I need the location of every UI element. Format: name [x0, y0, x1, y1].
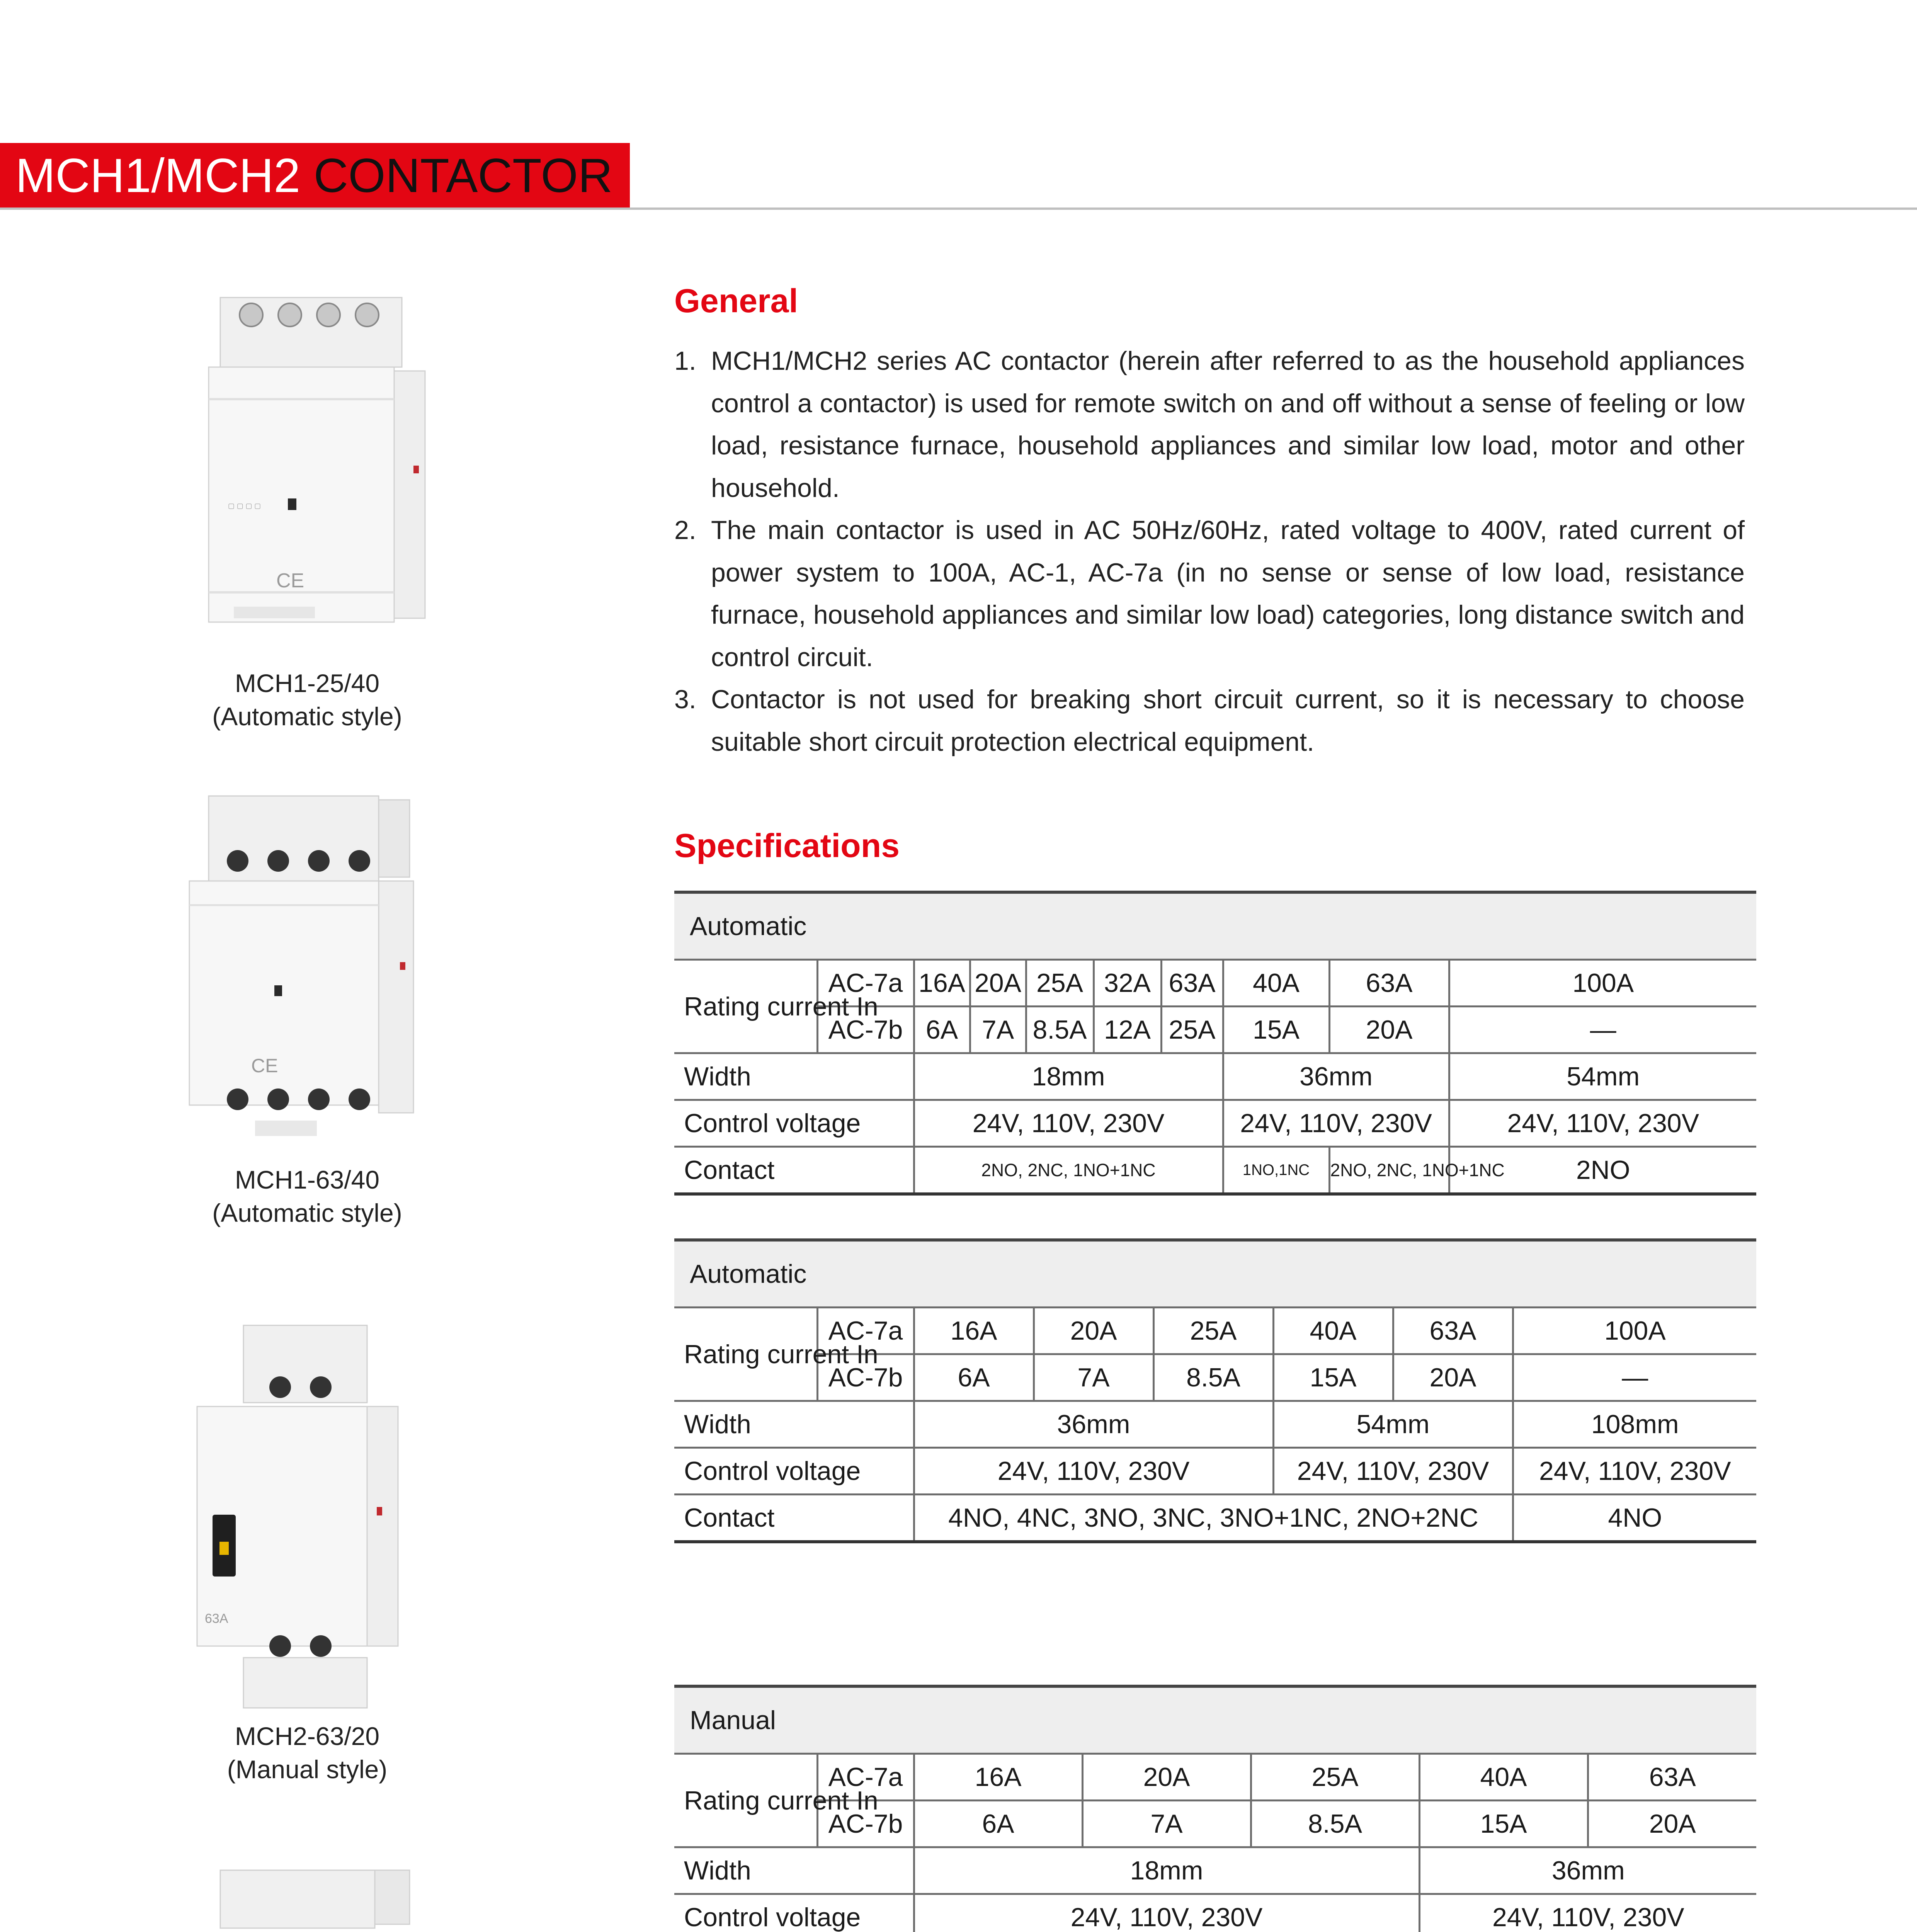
general-item-2	[674, 509, 1745, 679]
table-cell: 6A	[914, 1801, 1082, 1847]
ce-mark-2: CE	[251, 1055, 278, 1077]
table-cell: 15A	[1419, 1801, 1588, 1847]
table-cell: —	[1449, 1007, 1756, 1053]
table-cell: 63A	[1588, 1754, 1756, 1801]
table-cell: 20A	[1393, 1354, 1513, 1401]
table-cell: 4NO, 4NC, 3NO, 3NC, 3NO+1NC, 2NO+2NC	[914, 1495, 1513, 1542]
product-style-2: (Automatic style)	[212, 1199, 402, 1227]
table-cell: 40A	[1419, 1754, 1588, 1801]
product-image-mch2-63-40	[162, 1855, 452, 1932]
spec-table-manual-1	[674, 1685, 1756, 1932]
product-image-mch1-63-40	[162, 796, 452, 1159]
title-part1: MCH1/MCH2	[15, 149, 314, 202]
table-title: Automatic	[674, 892, 1756, 960]
table-title: Manual	[674, 1686, 1756, 1754]
general-item-number: 3.	[674, 685, 696, 714]
general-list	[674, 340, 1745, 763]
table-cell: 63A	[1393, 1308, 1513, 1354]
width-label: Width	[674, 1847, 914, 1894]
contactor-illustration	[162, 1314, 452, 1719]
table-cell: 24V, 110V, 230V	[1419, 1894, 1756, 1932]
table-cell: 12A	[1094, 1007, 1161, 1053]
general-item-3	[674, 679, 1745, 763]
table-cell: 16A	[914, 1754, 1082, 1801]
general-heading: General	[674, 282, 798, 320]
table-cell: 6A	[914, 1354, 1034, 1401]
table-cell: 2NO, 2NC, 1NO+1NC	[914, 1147, 1223, 1194]
table-cell: 4NO	[1513, 1495, 1756, 1542]
ac7b-label: AC-7b	[817, 1007, 914, 1053]
table-cell: 7A	[1034, 1354, 1153, 1401]
table-cell: 8.5A	[1026, 1007, 1094, 1053]
table-cell: 18mm	[914, 1053, 1223, 1100]
title-part2: CONTACTOR	[313, 149, 613, 202]
product-style-1: (Automatic style)	[212, 702, 402, 731]
table-cell: 7A	[1082, 1801, 1251, 1847]
table-cell: 20A	[1588, 1801, 1756, 1847]
table-cell: 32A	[1094, 960, 1161, 1007]
table-cell: 54mm	[1449, 1053, 1756, 1100]
table-cell: 25A	[1161, 1007, 1223, 1053]
table-cell: 108mm	[1513, 1401, 1756, 1448]
product-model-2: MCH1-63/40	[235, 1165, 380, 1194]
table-cell: 2NO	[1449, 1147, 1756, 1194]
table-cell: 8.5A	[1251, 1801, 1419, 1847]
general-item-number: 1.	[674, 346, 696, 376]
table-cell: 100A	[1449, 960, 1756, 1007]
contactor-illustration	[162, 796, 452, 1159]
table-cell: 20A	[1034, 1308, 1153, 1354]
table-cell: 36mm	[914, 1401, 1273, 1448]
header-rule	[0, 207, 1917, 210]
table-cell: 2NO, 2NC, 1NO+1NC	[1329, 1147, 1449, 1194]
control-voltage-label: Control voltage	[674, 1100, 914, 1147]
spec-table-automatic-1	[674, 891, 1756, 1196]
table-cell: —	[1513, 1354, 1756, 1401]
general-item-text: MCH1/MCH2 series AC contactor (herein after referred to as the household appliances control a contactor) is used for remote switch on and off without a sense of feeling or low load, resistance furnace, household appliances and similar low load, motor and other household.	[711, 346, 1745, 503]
ce-mark-1: CE	[276, 570, 304, 592]
table-cell: 6A	[914, 1007, 970, 1053]
table-title: Automatic	[674, 1240, 1756, 1308]
table-cell: 40A	[1223, 960, 1329, 1007]
table-cell: 100A	[1513, 1308, 1756, 1354]
table-cell: 24V, 110V, 230V	[1273, 1448, 1513, 1495]
rating-label: Rating current In	[674, 960, 817, 1053]
spec-table-automatic-2	[674, 1238, 1756, 1543]
table-cell: 20A	[1082, 1754, 1251, 1801]
table-cell: 36mm	[1419, 1847, 1756, 1894]
table-cell: 63A	[1329, 960, 1449, 1007]
table-cell: 15A	[1223, 1007, 1329, 1053]
control-voltage-label: Control voltage	[674, 1448, 914, 1495]
ac7a-label: AC-7a	[817, 1754, 914, 1801]
table-cell: 20A	[970, 960, 1026, 1007]
product-caption-2	[162, 1163, 452, 1230]
table-cell: 24V, 110V, 230V	[914, 1894, 1419, 1932]
ac7b-label: AC-7b	[817, 1354, 914, 1401]
contact-label: Contact	[674, 1495, 914, 1542]
table-cell: 16A	[914, 960, 970, 1007]
table-cell: 63A	[1161, 960, 1223, 1007]
table-cell: 20A	[1329, 1007, 1449, 1053]
contactor-illustration	[162, 1855, 452, 1932]
product-caption-3	[162, 1719, 452, 1786]
width-label: Width	[674, 1401, 914, 1448]
specifications-heading: Specifications	[674, 827, 900, 864]
product-image-mch2-63-20	[162, 1314, 452, 1719]
contactor-illustration	[162, 282, 452, 653]
product-model-3: MCH2-63/20	[235, 1722, 380, 1750]
table-cell: 25A	[1251, 1754, 1419, 1801]
table-cell: 24V, 110V, 230V	[1449, 1100, 1756, 1147]
table-cell: 36mm	[1223, 1053, 1449, 1100]
table-cell: 24V, 110V, 230V	[914, 1448, 1273, 1495]
ac7a-label: AC-7a	[817, 1308, 914, 1354]
product-image-mch1-25-40	[162, 282, 452, 653]
general-item-number: 2.	[674, 515, 696, 545]
table-cell: 16A	[914, 1308, 1034, 1354]
table-cell: 18mm	[914, 1847, 1419, 1894]
product-caption-1	[162, 667, 452, 733]
product-model-1: MCH1-25/40	[235, 669, 380, 697]
table-cell: 8.5A	[1153, 1354, 1273, 1401]
table-cell: 24V, 110V, 230V	[1223, 1100, 1449, 1147]
width-label: Width	[674, 1053, 914, 1100]
table-cell: 24V, 110V, 230V	[914, 1100, 1223, 1147]
table-cell: 7A	[970, 1007, 1026, 1053]
table-cell: 25A	[1026, 960, 1094, 1007]
product-style-3: (Manual style)	[227, 1755, 388, 1784]
page-title	[15, 144, 612, 208]
general-item-1	[674, 340, 1745, 509]
table-cell: 1NO,1NC	[1223, 1147, 1329, 1194]
general-item-text: Contactor is not used for breaking short circuit current, so it is necessary to choose suitable short circuit protection electrical equipment.	[711, 685, 1745, 757]
table-cell: 54mm	[1273, 1401, 1513, 1448]
ac7a-label: AC-7a	[817, 960, 914, 1007]
control-voltage-label: Control voltage	[674, 1894, 914, 1932]
table-cell: 15A	[1273, 1354, 1393, 1401]
rating-label: Rating current In	[674, 1754, 817, 1847]
general-item-text: The main contactor is used in AC 50Hz/60Hz, rated voltage to 400V, rated current of power system to 100A, AC-1, AC-7a (in no sense or sense of low load, resistance furnace, household appliances and similar low load) categories, long distance switch and control circuit.	[711, 515, 1745, 672]
table-cell: 25A	[1153, 1308, 1273, 1354]
table-cell: 24V, 110V, 230V	[1513, 1448, 1756, 1495]
svg-text:▢ ▢ ▢ ▢: ▢ ▢ ▢ ▢	[228, 502, 261, 510]
contact-label: Contact	[674, 1147, 914, 1194]
ac7b-label: AC-7b	[817, 1801, 914, 1847]
rating-label: Rating current In	[674, 1308, 817, 1401]
rating-label-1: 63A	[205, 1611, 228, 1626]
table-cell: 40A	[1273, 1308, 1393, 1354]
